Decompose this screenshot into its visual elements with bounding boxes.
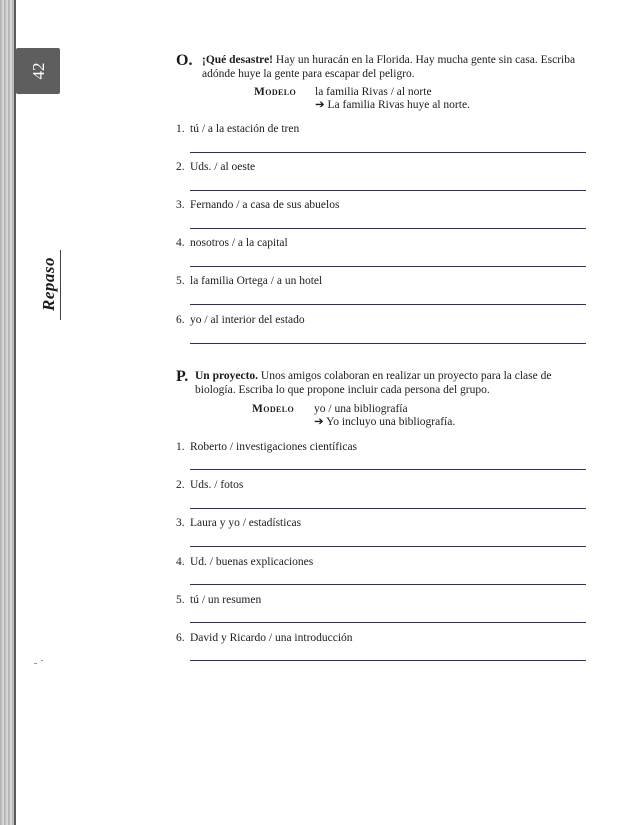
page-number: 42 bbox=[29, 62, 48, 80]
item-number: 4. bbox=[176, 556, 185, 568]
item-number: 6. bbox=[176, 632, 185, 644]
side-label-rule bbox=[60, 250, 61, 320]
item-prompt: Fernando / a casa de sus abuelos bbox=[190, 199, 340, 211]
side-label-text: Repaso bbox=[39, 257, 58, 311]
exercise-o-modelo-answer: ➔ La familia Rivas huye al norte. bbox=[315, 99, 470, 111]
scan-speck bbox=[34, 663, 37, 664]
item-number: 1. bbox=[176, 441, 185, 453]
item-prompt: Laura y yo / estadísticas bbox=[190, 517, 302, 529]
answer-line[interactable] bbox=[190, 584, 586, 585]
scan-speck bbox=[41, 660, 43, 661]
item-prompt: la familia Ortega / a un hotel bbox=[190, 275, 323, 287]
exercise-o-title: ¡Qué desastre! bbox=[202, 54, 274, 66]
exercise-o-modelo-label: Modelo bbox=[254, 86, 297, 98]
exercise-p bbox=[176, 368, 596, 668]
item-prompt: tú / un resumen bbox=[190, 594, 262, 606]
answer-line[interactable] bbox=[190, 152, 586, 153]
exercise-p-intro: Unos amigos colaboran en realizar un proyecto para la clase de biología. Escriba lo que propone incluir cada persona del grupo. bbox=[195, 370, 552, 396]
answer-line[interactable] bbox=[190, 304, 586, 305]
item-number: 3. bbox=[176, 517, 185, 529]
exercise-p-title: Un proyecto. bbox=[195, 370, 259, 382]
exercise-o-instructions bbox=[202, 54, 582, 81]
item-prompt: David y Ricardo / una introducción bbox=[190, 632, 353, 644]
item-prompt: Ud. / buenas explicaciones bbox=[190, 556, 314, 568]
answer-line[interactable] bbox=[190, 266, 586, 267]
exercise-o-modelo-prompt: la familia Rivas / al norte bbox=[315, 86, 432, 98]
page-binding bbox=[0, 0, 14, 825]
exercise-p-modelo-answer: ➔ Yo incluyo una bibliografía. bbox=[314, 416, 456, 428]
item-number: 5. bbox=[176, 594, 185, 606]
exercise-o-intro: Hay un huracán en la Florida. Hay mucha gente sin casa. Escriba adónde huye la gente para escapar del peligro. bbox=[202, 54, 576, 80]
item-number: 6. bbox=[176, 314, 185, 326]
answer-line[interactable] bbox=[190, 660, 586, 661]
item-number: 5. bbox=[176, 275, 185, 287]
item-prompt: yo / al interior del estado bbox=[190, 314, 305, 326]
exercise-p-modelo-label: Modelo bbox=[252, 403, 295, 415]
exercise-o-letter: O. bbox=[176, 52, 193, 69]
item-number: 2. bbox=[176, 161, 185, 173]
section-side-label bbox=[16, 250, 84, 330]
item-prompt: Roberto / investigaciones científicas bbox=[190, 441, 358, 453]
item-number: 2. bbox=[176, 479, 185, 491]
exercise-o bbox=[176, 52, 596, 352]
answer-line[interactable] bbox=[190, 508, 586, 509]
item-prompt: Uds. / al oeste bbox=[190, 161, 256, 173]
answer-line[interactable] bbox=[190, 343, 586, 344]
exercise-p-instructions bbox=[195, 370, 590, 397]
item-prompt: tú / a la estación de tren bbox=[190, 123, 300, 135]
page-edge bbox=[14, 0, 16, 825]
exercise-p-modelo-prompt: yo / una bibliografía bbox=[314, 403, 408, 415]
answer-line[interactable] bbox=[190, 190, 586, 191]
item-number: 4. bbox=[176, 237, 185, 249]
answer-line[interactable] bbox=[190, 469, 586, 470]
exercise-p-letter: P. bbox=[176, 368, 189, 385]
item-number: 1. bbox=[176, 123, 185, 135]
item-prompt: nosotros / a la capital bbox=[190, 237, 288, 249]
answer-line[interactable] bbox=[190, 228, 586, 229]
answer-line[interactable] bbox=[190, 622, 586, 623]
item-number: 3. bbox=[176, 199, 185, 211]
item-prompt: Uds. / fotos bbox=[190, 479, 244, 491]
answer-line[interactable] bbox=[190, 546, 586, 547]
